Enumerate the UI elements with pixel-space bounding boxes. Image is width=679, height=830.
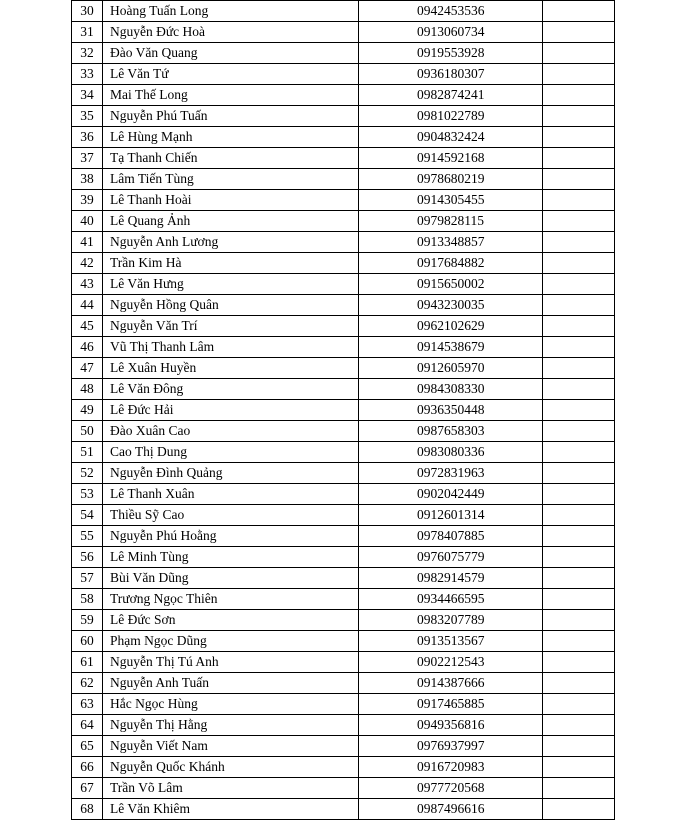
name-cell: Nguyễn Thị Hằng <box>103 715 359 736</box>
row-number-cell: 65 <box>72 736 103 757</box>
name-cell: Mai Thế Long <box>103 85 359 106</box>
name-cell: Lê Quang Ảnh <box>103 211 359 232</box>
note-cell <box>543 526 615 547</box>
note-cell <box>543 43 615 64</box>
phone-cell: 0902212543 <box>359 652 543 673</box>
row-number-cell: 57 <box>72 568 103 589</box>
note-cell <box>543 253 615 274</box>
note-cell <box>543 127 615 148</box>
note-cell <box>543 568 615 589</box>
table-row <box>72 211 615 232</box>
row-number-cell: 45 <box>72 316 103 337</box>
phone-cell: 0976075779 <box>359 547 543 568</box>
row-number-cell: 60 <box>72 631 103 652</box>
name-cell: Nguyễn Hồng Quân <box>103 295 359 316</box>
row-number-cell: 36 <box>72 127 103 148</box>
phone-cell: 0912601314 <box>359 505 543 526</box>
row-number-cell: 58 <box>72 589 103 610</box>
row-number-cell: 34 <box>72 85 103 106</box>
name-cell: Nguyễn Viết Nam <box>103 736 359 757</box>
name-cell: Thiều Sỹ Cao <box>103 505 359 526</box>
row-number-cell: 66 <box>72 757 103 778</box>
phone-cell: 0983207789 <box>359 610 543 631</box>
row-number-cell: 63 <box>72 694 103 715</box>
row-number-cell: 51 <box>72 442 103 463</box>
row-number-cell: 48 <box>72 379 103 400</box>
table-row <box>72 673 615 694</box>
name-cell: Hoàng Tuấn Long <box>103 1 359 22</box>
row-number-cell: 53 <box>72 484 103 505</box>
phone-cell: 0978407885 <box>359 526 543 547</box>
note-cell <box>543 463 615 484</box>
phone-cell: 0913060734 <box>359 22 543 43</box>
table-row <box>72 547 615 568</box>
name-cell: Vũ Thị Thanh Lâm <box>103 337 359 358</box>
name-cell: Nguyễn Phú Hoằng <box>103 526 359 547</box>
note-cell <box>543 442 615 463</box>
phone-cell: 0914305455 <box>359 190 543 211</box>
table-row <box>72 715 615 736</box>
row-number-cell: 30 <box>72 1 103 22</box>
table-row <box>72 169 615 190</box>
table-row <box>72 148 615 169</box>
row-number-cell: 62 <box>72 673 103 694</box>
table-row <box>72 610 615 631</box>
note-cell <box>543 610 615 631</box>
name-cell: Trần Kim Hà <box>103 253 359 274</box>
name-cell: Lê Minh Tùng <box>103 547 359 568</box>
name-cell: Nguyễn Đức Hoà <box>103 22 359 43</box>
phone-cell: 0983080336 <box>359 442 543 463</box>
name-cell: Lê Đức Sơn <box>103 610 359 631</box>
phone-cell: 0987496616 <box>359 799 543 820</box>
row-number-cell: 56 <box>72 547 103 568</box>
phone-cell: 0913513567 <box>359 631 543 652</box>
table-row <box>72 631 615 652</box>
table-row <box>72 589 615 610</box>
phone-cell: 0982914579 <box>359 568 543 589</box>
table-row <box>72 400 615 421</box>
phone-cell: 0934466595 <box>359 589 543 610</box>
name-cell: Đào Văn Quang <box>103 43 359 64</box>
name-cell: Phạm Ngọc Dũng <box>103 631 359 652</box>
phone-cell: 0949356816 <box>359 715 543 736</box>
note-cell <box>543 778 615 799</box>
row-number-cell: 44 <box>72 295 103 316</box>
note-cell <box>543 316 615 337</box>
note-cell <box>543 169 615 190</box>
note-cell <box>543 379 615 400</box>
name-cell: Lê Văn Đông <box>103 379 359 400</box>
row-number-cell: 31 <box>72 22 103 43</box>
table-row <box>72 757 615 778</box>
phone-cell: 0976937997 <box>359 736 543 757</box>
row-number-cell: 38 <box>72 169 103 190</box>
table-row <box>72 316 615 337</box>
row-number-cell: 35 <box>72 106 103 127</box>
row-number-cell: 37 <box>72 148 103 169</box>
row-number-cell: 50 <box>72 421 103 442</box>
row-number-cell: 54 <box>72 505 103 526</box>
note-cell <box>543 631 615 652</box>
name-cell: Nguyễn Đình Quảng <box>103 463 359 484</box>
note-cell <box>543 505 615 526</box>
phone-cell: 0942453536 <box>359 1 543 22</box>
note-cell <box>543 295 615 316</box>
name-cell: Nguyễn Anh Lương <box>103 232 359 253</box>
note-cell <box>543 106 615 127</box>
note-cell <box>543 337 615 358</box>
note-cell <box>543 547 615 568</box>
table-row <box>72 694 615 715</box>
note-cell <box>543 757 615 778</box>
note-cell <box>543 421 615 442</box>
table-row <box>72 652 615 673</box>
table-row <box>72 463 615 484</box>
phone-cell: 0919553928 <box>359 43 543 64</box>
name-cell: Lê Văn Khiêm <box>103 799 359 820</box>
table-row <box>72 253 615 274</box>
name-cell: Lê Xuân Huyền <box>103 358 359 379</box>
name-cell: Nguyễn Quốc Khánh <box>103 757 359 778</box>
name-cell: Tạ Thanh Chiến <box>103 148 359 169</box>
note-cell <box>543 22 615 43</box>
table-row <box>72 127 615 148</box>
note-cell <box>543 799 615 820</box>
phone-cell: 0987658303 <box>359 421 543 442</box>
name-cell: Lâm Tiến Tùng <box>103 169 359 190</box>
note-cell <box>543 148 615 169</box>
phone-cell: 0979828115 <box>359 211 543 232</box>
phone-cell: 0912605970 <box>359 358 543 379</box>
name-cell: Trần Võ Lâm <box>103 778 359 799</box>
table-row <box>72 379 615 400</box>
note-cell <box>543 190 615 211</box>
note-cell <box>543 232 615 253</box>
note-cell <box>543 1 615 22</box>
table-row <box>72 1 615 22</box>
row-number-cell: 33 <box>72 64 103 85</box>
row-number-cell: 40 <box>72 211 103 232</box>
table-row <box>72 358 615 379</box>
phone-cell: 0972831963 <box>359 463 543 484</box>
name-cell: Nguyễn Thị Tú Anh <box>103 652 359 673</box>
row-number-cell: 46 <box>72 337 103 358</box>
table-row <box>72 85 615 106</box>
phone-cell: 0936180307 <box>359 64 543 85</box>
phone-cell: 0916720983 <box>359 757 543 778</box>
table-row <box>72 295 615 316</box>
name-cell: Bùi Văn Dũng <box>103 568 359 589</box>
table-row <box>72 736 615 757</box>
phone-cell: 0904832424 <box>359 127 543 148</box>
name-cell: Nguyễn Văn Trí <box>103 316 359 337</box>
name-cell: Hắc Ngọc Hùng <box>103 694 359 715</box>
row-number-cell: 39 <box>72 190 103 211</box>
contact-table <box>71 0 615 820</box>
phone-cell: 0914592168 <box>359 148 543 169</box>
note-cell <box>543 673 615 694</box>
note-cell <box>543 274 615 295</box>
table-row <box>72 421 615 442</box>
row-number-cell: 43 <box>72 274 103 295</box>
note-cell <box>543 85 615 106</box>
table-row <box>72 232 615 253</box>
table-row <box>72 778 615 799</box>
row-number-cell: 67 <box>72 778 103 799</box>
table-row <box>72 274 615 295</box>
name-cell: Lê Đức Hải <box>103 400 359 421</box>
row-number-cell: 55 <box>72 526 103 547</box>
name-cell: Nguyễn Phú Tuấn <box>103 106 359 127</box>
note-cell <box>543 589 615 610</box>
table-row <box>72 337 615 358</box>
note-cell <box>543 64 615 85</box>
name-cell: Trương Ngọc Thiên <box>103 589 359 610</box>
row-number-cell: 49 <box>72 400 103 421</box>
phone-cell: 0984308330 <box>359 379 543 400</box>
name-cell: Lê Hùng Mạnh <box>103 127 359 148</box>
note-cell <box>543 211 615 232</box>
table-row <box>72 106 615 127</box>
note-cell <box>543 358 615 379</box>
contact-list-sheet <box>71 0 614 820</box>
phone-cell: 0902042449 <box>359 484 543 505</box>
table-row <box>72 484 615 505</box>
table-row <box>72 442 615 463</box>
phone-cell: 0962102629 <box>359 316 543 337</box>
row-number-cell: 52 <box>72 463 103 484</box>
table-row <box>72 505 615 526</box>
table-row <box>72 43 615 64</box>
table-row <box>72 22 615 43</box>
table-row <box>72 799 615 820</box>
name-cell: Đào Xuân Cao <box>103 421 359 442</box>
contact-table-body <box>72 1 615 820</box>
note-cell <box>543 484 615 505</box>
name-cell: Lê Thanh Xuân <box>103 484 359 505</box>
phone-cell: 0936350448 <box>359 400 543 421</box>
phone-cell: 0977720568 <box>359 778 543 799</box>
row-number-cell: 59 <box>72 610 103 631</box>
phone-cell: 0914387666 <box>359 673 543 694</box>
row-number-cell: 47 <box>72 358 103 379</box>
row-number-cell: 42 <box>72 253 103 274</box>
phone-cell: 0943230035 <box>359 295 543 316</box>
note-cell <box>543 400 615 421</box>
name-cell: Cao Thị Dung <box>103 442 359 463</box>
phone-cell: 0915650002 <box>359 274 543 295</box>
note-cell <box>543 694 615 715</box>
phone-cell: 0982874241 <box>359 85 543 106</box>
phone-cell: 0917684882 <box>359 253 543 274</box>
row-number-cell: 68 <box>72 799 103 820</box>
phone-cell: 0978680219 <box>359 169 543 190</box>
phone-cell: 0914538679 <box>359 337 543 358</box>
note-cell <box>543 736 615 757</box>
name-cell: Nguyễn Anh Tuấn <box>103 673 359 694</box>
phone-cell: 0981022789 <box>359 106 543 127</box>
row-number-cell: 41 <box>72 232 103 253</box>
row-number-cell: 32 <box>72 43 103 64</box>
note-cell <box>543 652 615 673</box>
table-row <box>72 568 615 589</box>
table-row <box>72 64 615 85</box>
phone-cell: 0917465885 <box>359 694 543 715</box>
table-row <box>72 526 615 547</box>
phone-cell: 0913348857 <box>359 232 543 253</box>
name-cell: Lê Văn Hưng <box>103 274 359 295</box>
note-cell <box>543 715 615 736</box>
name-cell: Lê Thanh Hoài <box>103 190 359 211</box>
table-row <box>72 190 615 211</box>
name-cell: Lê Văn Tứ <box>103 64 359 85</box>
row-number-cell: 64 <box>72 715 103 736</box>
row-number-cell: 61 <box>72 652 103 673</box>
